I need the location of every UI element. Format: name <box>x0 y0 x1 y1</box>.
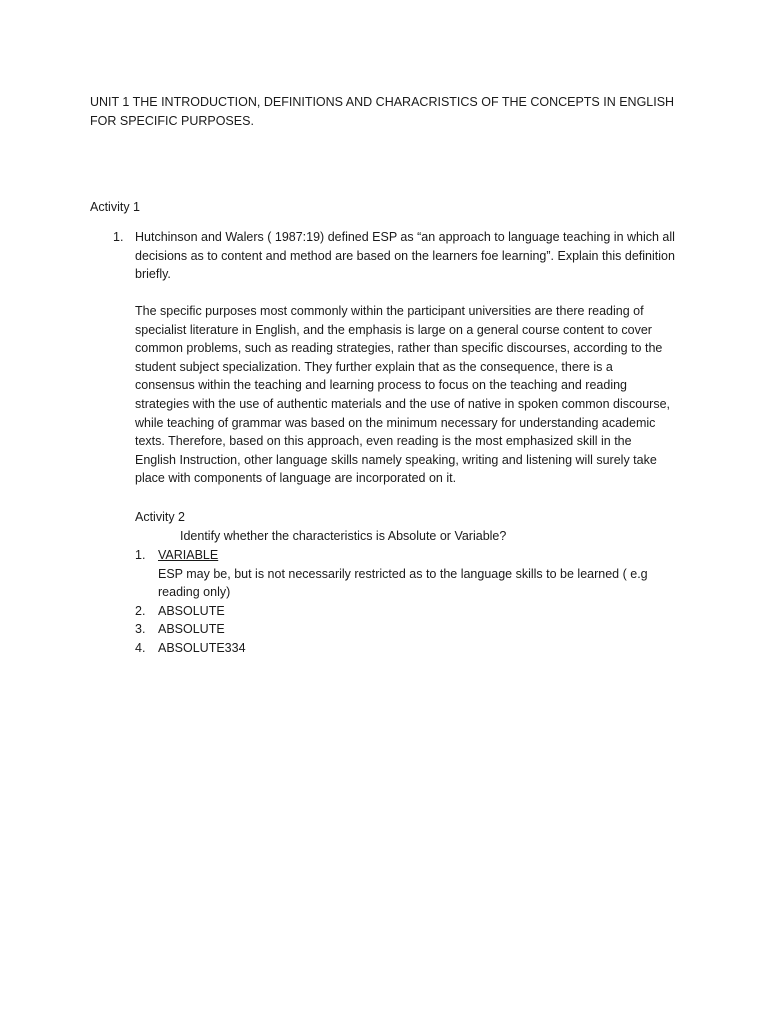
list-item-label: ABSOLUTE334 <box>158 640 246 655</box>
list-item-number: 2. <box>135 603 146 618</box>
activity-2-list <box>135 546 695 658</box>
list-item-label: VARIABLE <box>158 548 219 562</box>
question-text: Hutchinson and Walers ( 1987:19) defined ESP as “an approach to language teaching in which all decisions as to content and method are based on the learners foe learning”. Explain this definition briefly. <box>135 230 675 282</box>
list-item <box>135 546 695 602</box>
activity-1-heading: Activity 1 <box>90 200 141 214</box>
activity-2-heading: Activity 2 <box>135 510 186 524</box>
list-item-number: 3. <box>135 622 146 637</box>
activity-2-instruction: Identify whether the characteristics is Absolute or Variable? <box>180 529 507 543</box>
list-item-label: ABSOLUTE <box>158 603 225 618</box>
list-item-label: ABSOLUTE <box>158 622 225 637</box>
list-item-number: 1. <box>135 548 146 562</box>
list-item <box>135 602 695 621</box>
question-number: 1. <box>113 230 124 244</box>
list-item-note: ESP may be, but is not necessarily restricted as to the language skills to be learned ( e.g reading only) <box>158 566 648 600</box>
list-item-number: 4. <box>135 640 146 655</box>
document-title: UNIT 1 THE INTRODUCTION, DEFINITIONS AND CHARACRISTICS OF THE CONCEPTS IN ENGLISH FOR SPECIFIC PURPOSES. <box>90 95 675 128</box>
activity-1-answer: The specific purposes most commonly within the participant universities are there reading of specialist literature in English, and the emphasis is large on a general course content to cover common problems, such as reading strategies, rather than specific discourses, according to the student subject specialization. They further explain that as the consequence, there is a consensus within the teaching and learning process to focus on the teaching and reading strategies with the use of authentic materials and the use of native in spoken common discourse, while teaching of grammar was based on the minimum necessary for understanding academic texts. Therefore, based on this approach, even reading is the most emphasized skill in the English Instruction, other language skills namely speaking, writing and listening will surely take place with components of language are incorporated on it. <box>135 304 671 486</box>
list-item <box>135 639 695 658</box>
list-item <box>135 620 695 639</box>
